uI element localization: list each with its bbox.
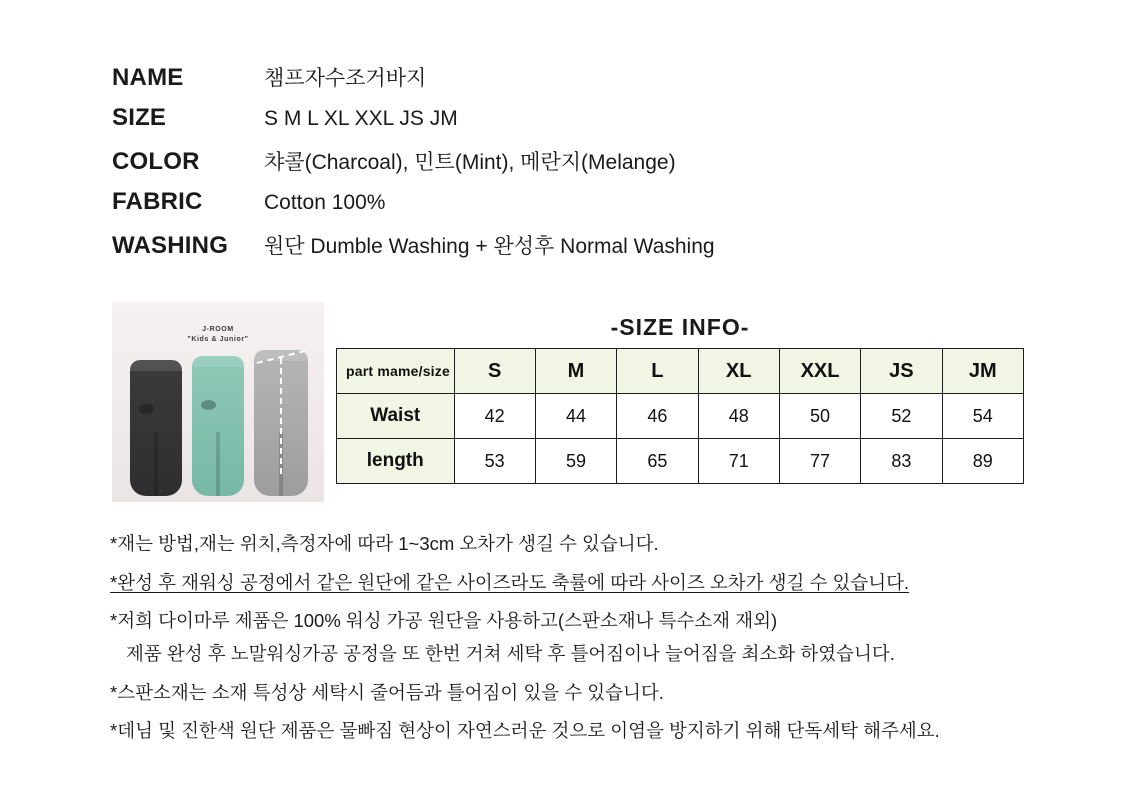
cell-waist-s: 42 bbox=[454, 394, 535, 439]
cell-length-jm: 89 bbox=[942, 439, 1023, 484]
spec-value-name: 챔프자수조거바지 bbox=[264, 67, 427, 90]
cell-length-m: 59 bbox=[535, 439, 616, 484]
table-row bbox=[337, 394, 1024, 439]
embroidery-logo bbox=[139, 404, 154, 414]
table-header-xl: XL bbox=[698, 349, 779, 394]
photo-brand-label: J-ROOM bbox=[202, 326, 234, 333]
table-header-xxl: XXL bbox=[779, 349, 860, 394]
crotch-seam bbox=[154, 432, 158, 496]
table-header-row bbox=[337, 349, 1024, 394]
notice-item-1: *재는 방법,재는 위치,측정자에 따라 1~3cm 오차가 생길 수 있습니다. bbox=[110, 533, 659, 554]
cell-length-l: 65 bbox=[617, 439, 698, 484]
cell-waist-jm: 54 bbox=[942, 394, 1023, 439]
cell-length-s: 53 bbox=[454, 439, 535, 484]
cell-length-xxl: 77 bbox=[779, 439, 860, 484]
waistband bbox=[192, 356, 244, 367]
notice-item-5: *스판소재는 소재 특성상 세탁시 줄어듬과 틀어짐이 있을 수 있습니다. bbox=[110, 681, 664, 703]
row-label-length: length bbox=[337, 439, 455, 484]
spec-label-color: COLOR bbox=[112, 148, 200, 175]
spec-label-washing: WASHING bbox=[112, 232, 229, 259]
notice-list bbox=[110, 532, 1050, 758]
table-header-l: L bbox=[617, 349, 698, 394]
photo-brand-sublabel: "Kids & Junior" bbox=[187, 336, 249, 343]
spec-value-color: 챠콜(Charcoal), 민트(Mint), 메란지(Melange) bbox=[264, 151, 676, 174]
pants-mint bbox=[192, 356, 244, 496]
table-row bbox=[337, 439, 1024, 484]
cell-waist-xxl: 50 bbox=[779, 394, 860, 439]
table-header-jm: JM bbox=[942, 349, 1023, 394]
spec-row bbox=[112, 188, 1012, 230]
crotch-seam bbox=[216, 432, 220, 496]
table-header-part-name: part mame/size bbox=[337, 349, 455, 394]
notice-item-3: *저희 다이마루 제품은 100% 워싱 가공 원단을 사용하고(스판소재나 특수소재 재외) bbox=[110, 610, 778, 632]
spec-label-fabric: FABRIC bbox=[112, 188, 203, 215]
product-photo bbox=[112, 302, 324, 502]
spec-value-fabric: Cotton 100% bbox=[264, 191, 386, 214]
spec-row bbox=[112, 146, 1012, 188]
spec-row bbox=[112, 230, 1012, 272]
pants-charcoal bbox=[130, 360, 182, 496]
cell-waist-m: 44 bbox=[535, 394, 616, 439]
cell-length-js: 83 bbox=[861, 439, 942, 484]
cell-waist-js: 52 bbox=[861, 394, 942, 439]
table-header-js: JS bbox=[861, 349, 942, 394]
notice-item-2: *완성 후 재워싱 공정에서 같은 원단에 같은 사이즈라도 축률에 따라 사이즈 오차가 생길 수 있습니다. bbox=[110, 571, 910, 593]
length-measure-arrow-icon bbox=[280, 358, 282, 474]
spec-row bbox=[112, 104, 1012, 146]
embroidery-logo bbox=[201, 400, 216, 410]
table-header-s: S bbox=[454, 349, 535, 394]
table-header-m: M bbox=[535, 349, 616, 394]
cell-waist-xl: 48 bbox=[698, 394, 779, 439]
cell-length-xl: 71 bbox=[698, 439, 779, 484]
spec-label-name: NAME bbox=[112, 64, 184, 91]
notice-item-4: 제품 완성 후 노말워싱가공 공정을 또 한번 거쳐 세탁 후 틀어짐이나 늘어짐을 최소화 하였습니다. bbox=[126, 643, 895, 665]
row-label-waist: Waist bbox=[337, 394, 455, 439]
spec-value-washing: 원단 Dumble Washing + 완성후 Normal Washing bbox=[264, 235, 715, 258]
size-info-title: -SIZE INFO- bbox=[610, 314, 750, 340]
spec-row bbox=[112, 62, 1012, 104]
notice-item-6: *데님 및 진한색 원단 제품은 물빠짐 현상이 자연스러운 것으로 이염을 방지하기 위해 단독세탁 해주세요. bbox=[110, 720, 940, 742]
spec-value-size: S M L XL XXL JS JM bbox=[264, 107, 458, 130]
size-info-table bbox=[336, 348, 1024, 484]
waistband bbox=[130, 360, 182, 371]
product-spec-list bbox=[112, 62, 1012, 272]
cell-waist-l: 46 bbox=[617, 394, 698, 439]
spec-label-size: SIZE bbox=[112, 104, 167, 131]
